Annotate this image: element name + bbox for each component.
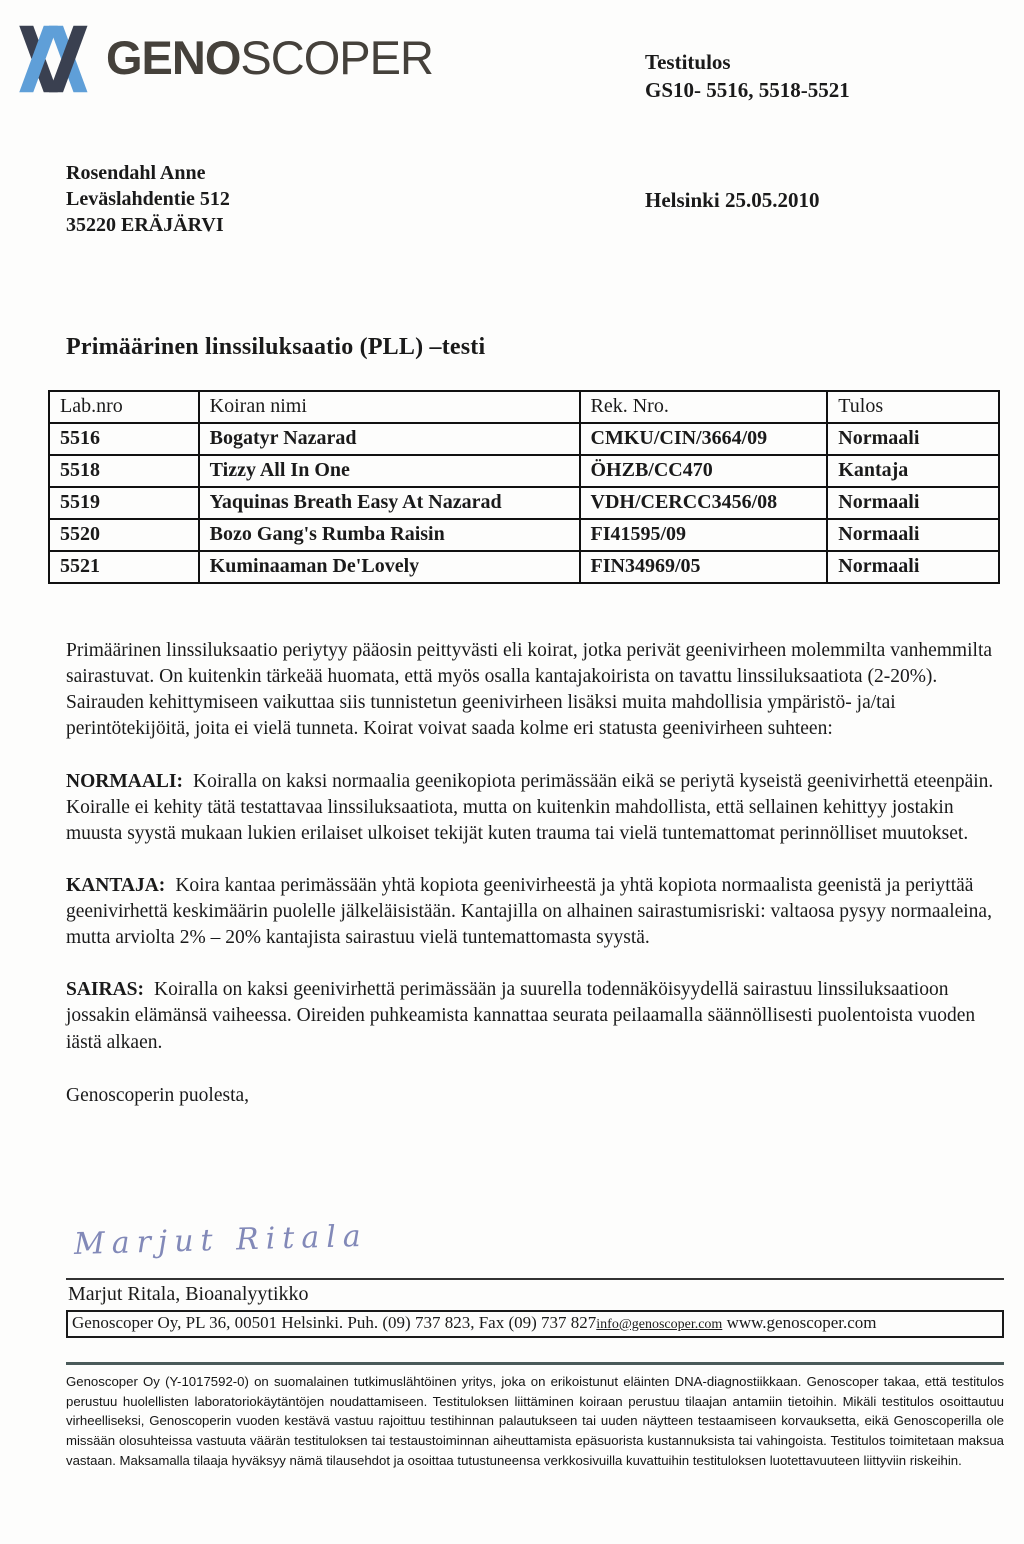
contact-website: www.genoscoper.com [722, 1312, 877, 1332]
closing-line: Genoscoperin puolesta, [66, 1084, 250, 1106]
table-cell-dogname: Tizzy All In One [199, 455, 580, 487]
contact-main: Genoscoper Oy, PL 36, 00501 Helsinki. Puh. (09) 737 823, Fax (09) 737 827 [72, 1312, 597, 1332]
intro-paragraph: Primäärinen linssiluksaatio periytyy pääosin peittyvästi eli koirat, jotka perivät geenivirheen molemmilta vanhemmilta sairastuvat. On kuitenkin tärkeää huomata, että myös osalla kantajakoirista on tavattu linssiluksaatiota (2-20%). Sairauden kehittymiseen vaikuttaa siis tunnistetun geenivirheen lisäksi muita mahdollisia ympäristö- ja/tai perintötekijöitä, joita ei vielä tunneta. Koirat voivat saada kolme eri statusta geenivirheen suhteen: [66, 640, 993, 740]
table-row [49, 455, 999, 487]
contact-box [66, 1310, 1004, 1338]
table-cell-dogname: Kuminaaman De'Lovely [199, 551, 580, 583]
table-cell-regnro: CMKU/CIN/3664/09 [580, 423, 828, 455]
section-text-sairas: Koiralla on kaksi geenivirhettä perimässään ja suurella todennäköisyydellä sairastuu linssiluksaatioon jossakin elämänsä vaiheessa. Oireiden puhkeamista kannattaa seurata peilaamalla säännöllisesti puolentoista vuoden iästä alkaen. [66, 979, 976, 1053]
document-reference [645, 48, 850, 105]
table-cell-regnro: ÖHZB/CC470 [580, 455, 828, 487]
table-cell-result: Normaali [827, 551, 999, 583]
table-cell-dogname: Bogatyr Nazarad [199, 423, 580, 455]
table-row [49, 519, 999, 551]
table-cell-labnro: 5518 [49, 455, 199, 487]
page-title: Primäärinen linssiluksaatio (PLL) –testi [66, 334, 486, 360]
place-date: Helsinki 25.05.2010 [645, 188, 820, 212]
table-cell-result: Normaali [827, 519, 999, 551]
table-cell-regnro: FI41595/09 [580, 519, 828, 551]
section-kantaja [66, 873, 1004, 951]
signer-name-title: Marjut Ritala, Bioanalyytikko [68, 1282, 309, 1305]
contact-email-link[interactable]: info@genoscoper.com [596, 1316, 723, 1332]
genoscoper-logo [66, 14, 1004, 104]
logo-wordmark [106, 30, 433, 85]
table-row [49, 487, 999, 519]
table-cell-labnro: 5521 [49, 551, 199, 583]
table-header-regnro: Rek. Nro. [580, 391, 828, 423]
table-cell-labnro: 5520 [49, 519, 199, 551]
section-label-sairas: SAIRAS: [66, 979, 145, 1001]
results-table [48, 390, 1000, 584]
section-text-normaali: Koiralla on kaksi normaalia geenikopiota perimässään eikä se periytä kyseistä geenivirhettä eteenpäin. Koiralle ei kehity tätä testattavaa linssiluksaatiota, mutta on kuitenkin mahdollista, että sellainen kehittyy jostakin muusta syystä mukaan lukien erilaiset ulkoiset tekijät kuten trauma tai vielä tuntemattomat perinnölliset muutokset. [66, 770, 994, 844]
table-row [49, 423, 999, 455]
recipient-address [66, 160, 1004, 238]
doc-number: GS10- 5516, 5518-5521 [645, 78, 850, 103]
table-cell-labnro: 5516 [49, 423, 199, 455]
table-header-result: Tulos [827, 391, 999, 423]
table-cell-dogname: Yaquinas Breath Easy At Nazarad [199, 487, 580, 519]
doc-type-label: Testitulos [645, 50, 731, 74]
recipient-street: Leväslahdentie 512 [66, 188, 230, 210]
table-cell-result: Normaali [827, 423, 999, 455]
table-cell-regnro: FIN34969/05 [580, 551, 828, 583]
table-cell-result: Normaali [827, 487, 999, 519]
table-cell-regnro: VDH/CERCC3456/08 [580, 487, 828, 519]
table-cell-labnro: 5519 [49, 487, 199, 519]
section-label-normaali: NORMAALI: [66, 770, 183, 792]
table-cell-result: Kantaja [827, 455, 999, 487]
section-sairas [66, 977, 1004, 1055]
recipient-city: 35220 ERÄJÄRVI [66, 214, 224, 236]
table-row [49, 551, 999, 583]
table-header-row [49, 391, 999, 423]
fine-print-disclaimer: Genoscoper Oy (Y-1017592-0) on suomalainen tutkimuslähtöinen yritys, joka on erikoistunut eläinten DNA-diagnostiikkaan. Genoscoper takaa, että testitulos perustuu huolellisten laboratoriokäytäntöjen noudattamiseen. Testituloksen liittäminen koiraan perustuu tilaajan antamiin tietoihin. Mikäli testitulos osoittautuu virheelliseksi, Genoscoperin vuoden kestävä vastuu rajoittuu testihinnan palautukseen tai uuden näytteen testaamiseen korvauksetta, eikä Genoscoperilla ole missään olosuhteissa vastuuta väärän testituloksen tai testaustoiminnan aiheuttamista epäsuorista kustannuksista tai vahingoista. Testitulos toimitetaan maksua vastaan. Maksamalla tilaaja hyväksyy nämä tilausehdot ja osoittaa tutustuneensa verkkosivuilla kuvattuihin testituloksen luotettavuuteen liittyviin riskeihin. [66, 1362, 1004, 1471]
logo-wordmark-light: SCOPER [240, 30, 433, 84]
handwritten-signature: Marjut Ritala [73, 1218, 369, 1262]
section-normaali [66, 769, 1004, 847]
table-header-labnro: Lab.nro [49, 391, 199, 423]
section-text-kantaja: Koira kantaa perimässään yhtä kopiota geenivirheestä ja yhtä kopiota normaalista geenistä ja periyttää geenivirhettä keskimäärin puolelle jälkeläisistään. Kantajilla on alhainen sairastumisriski: valtaosa pysyy normaaleina, mutta arviolta 2% – 20% kantajista sairastuu vielä tuntemattomasta syystä. [66, 874, 992, 949]
double-x-ribbon-icon [14, 20, 98, 98]
logo-wordmark-bold: GENO [106, 30, 241, 84]
section-label-kantaja: KANTAJA: [66, 874, 166, 896]
table-cell-dogname: Bozo Gang's Rumba Raisin [199, 519, 580, 551]
table-header-dogname: Koiran nimi [199, 391, 580, 423]
recipient-name: Rosendahl Anne [66, 162, 206, 184]
